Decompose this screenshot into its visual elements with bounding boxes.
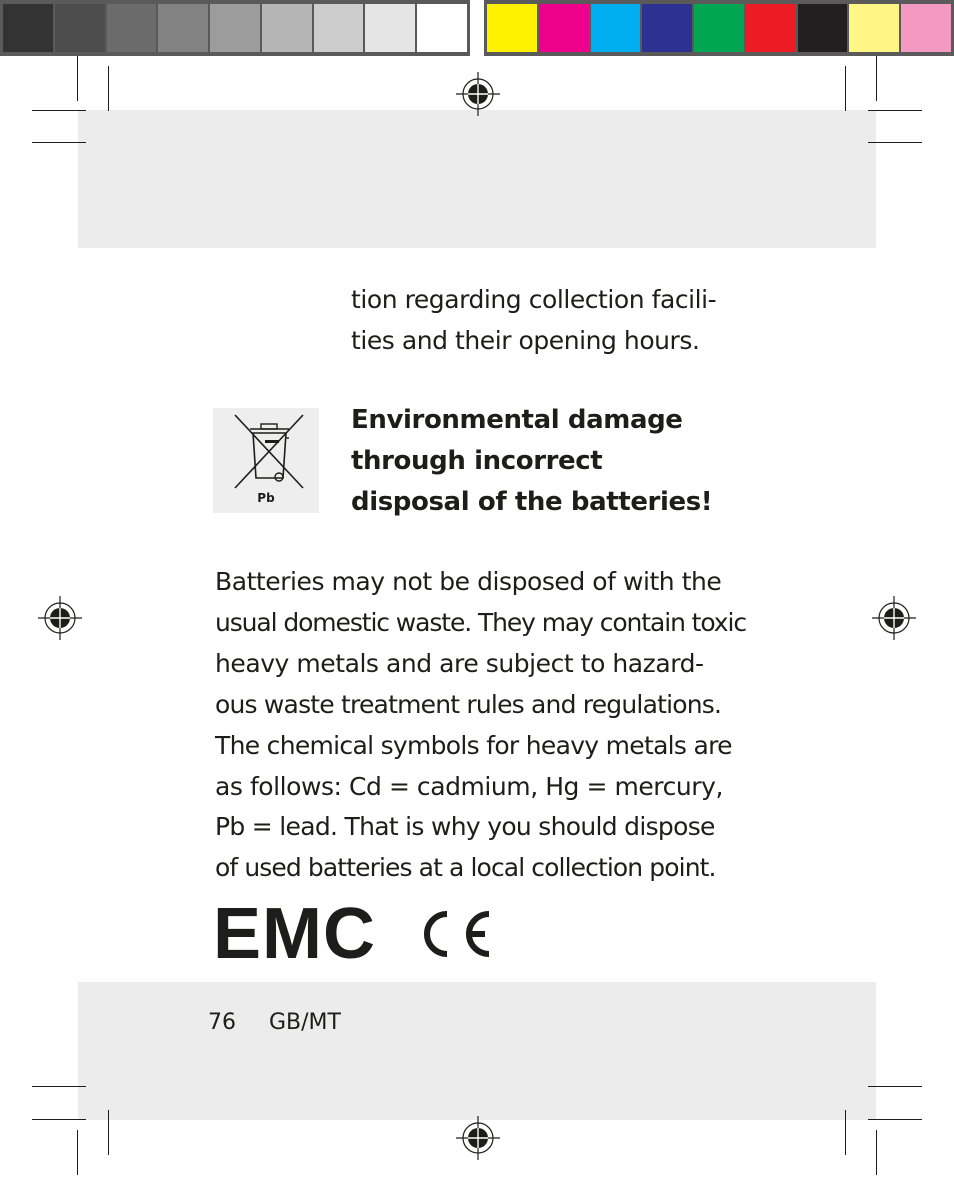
color-swatch bbox=[107, 4, 157, 52]
heading-line: disposal of the batteries! bbox=[351, 487, 713, 517]
color-calibration-bar bbox=[484, 0, 954, 56]
emc-mark: EMC bbox=[213, 894, 376, 974]
color-swatch bbox=[642, 4, 692, 52]
color-swatch bbox=[694, 4, 744, 52]
text-line: ties and their opening hours. bbox=[351, 325, 700, 355]
footer-band bbox=[78, 982, 876, 1120]
text-line: Pb = lead. That is why you should dispose bbox=[215, 812, 715, 842]
color-swatch bbox=[55, 4, 105, 52]
locale-label: GB/MT bbox=[269, 1010, 341, 1035]
color-swatch bbox=[901, 4, 951, 52]
color-swatch bbox=[417, 4, 467, 52]
continuation-paragraph bbox=[351, 280, 751, 362]
registration-mark-icon bbox=[38, 596, 82, 640]
registration-mark-icon bbox=[456, 1116, 500, 1160]
warning-heading bbox=[351, 400, 771, 523]
page-footer bbox=[208, 1010, 341, 1035]
heading-line: Environmental damage bbox=[351, 405, 683, 435]
color-swatch bbox=[158, 4, 208, 52]
page-number: 76 bbox=[208, 1010, 236, 1035]
heading-line: through incorrect bbox=[351, 446, 603, 476]
gray-calibration-bar bbox=[0, 0, 470, 56]
text-line: usual domestic waste. They may contain toxic bbox=[215, 607, 746, 637]
battery-disposal-icon-box bbox=[213, 408, 319, 513]
ce-mark-icon bbox=[413, 906, 493, 962]
registration-mark-icon bbox=[872, 596, 916, 640]
registration-mark-icon bbox=[456, 72, 500, 116]
battery-disposal-paragraph bbox=[215, 562, 745, 889]
color-swatch bbox=[798, 4, 848, 52]
text-line: The chemical symbols for heavy metals are bbox=[215, 730, 732, 760]
text-line: Batteries may not be disposed of with the bbox=[215, 567, 722, 596]
color-swatch bbox=[746, 4, 796, 52]
color-swatch bbox=[591, 4, 641, 52]
color-swatch bbox=[849, 4, 899, 52]
color-swatch bbox=[210, 4, 260, 52]
header-band bbox=[78, 110, 876, 248]
text-line: ous waste treatment rules and regulations. bbox=[215, 689, 722, 719]
color-swatch bbox=[487, 4, 537, 52]
color-swatch bbox=[3, 4, 53, 52]
text-line: of used batteries at a local collection point. bbox=[215, 853, 716, 883]
text-line: tion regarding collection facili- bbox=[351, 285, 717, 314]
color-swatch bbox=[365, 4, 415, 52]
color-swatch bbox=[262, 4, 312, 52]
text-line: heavy metals and are subject to hazard- bbox=[215, 648, 704, 678]
text-line: as follows: Cd = cadmium, Hg = mercury, bbox=[215, 771, 723, 801]
icon-chemical-label: Pb bbox=[257, 491, 275, 505]
color-swatch bbox=[539, 4, 589, 52]
color-swatch bbox=[314, 4, 364, 52]
